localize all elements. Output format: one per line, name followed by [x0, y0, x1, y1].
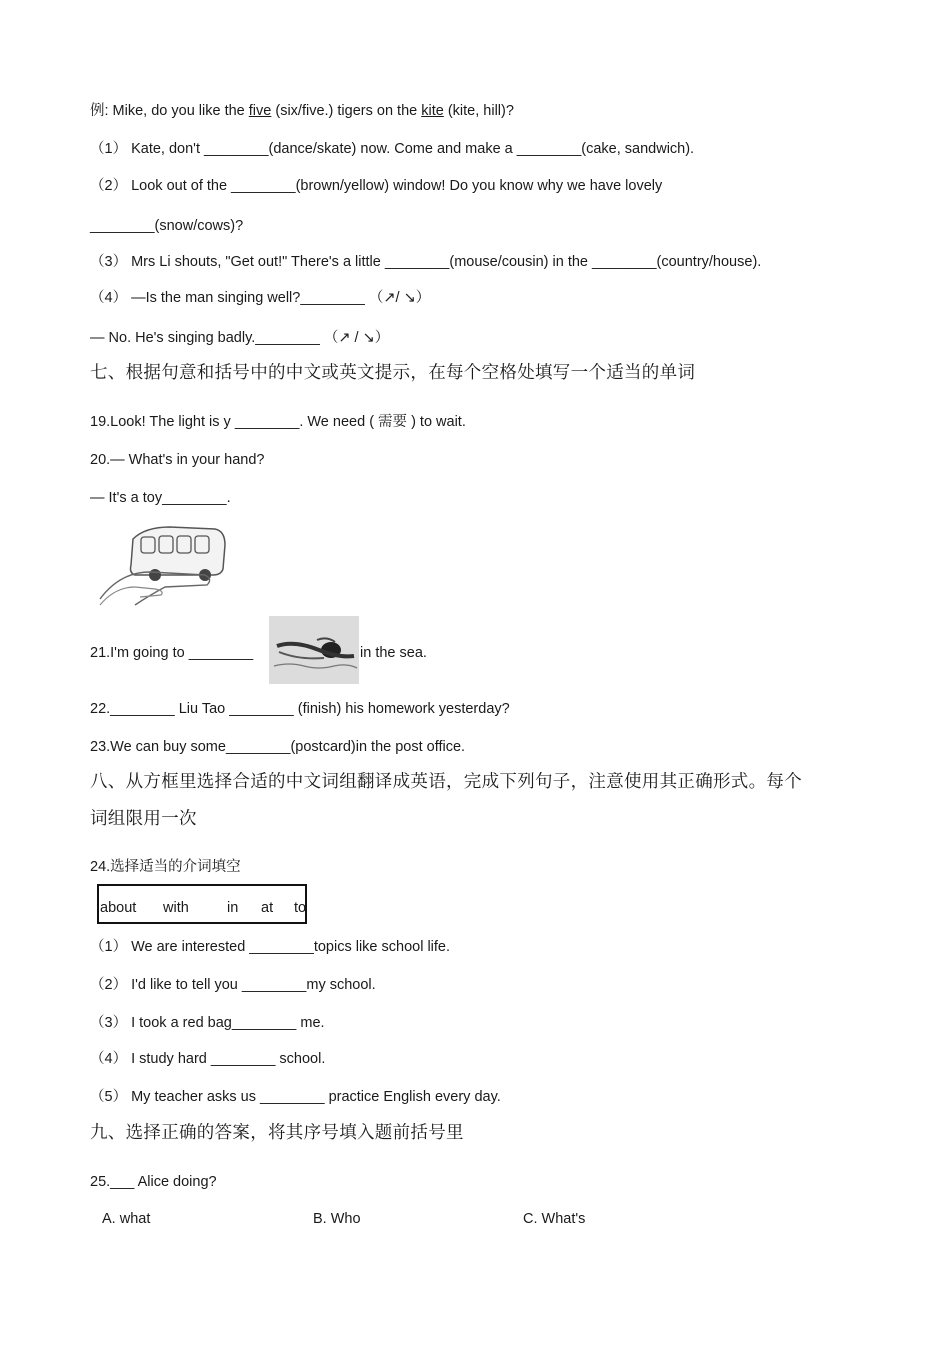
toy-bus-image: [95, 517, 230, 609]
word-box-item: to: [294, 900, 307, 916]
q6-item-4-answer: — No. He's singing badly.________ （↗ / ↘）: [90, 330, 390, 346]
q24-item-4: （4） I study hard ________ school.: [90, 1051, 326, 1067]
section-7-heading: 七、根据句意和括号中的中文或英文提示，在每个空格处填写一个适当的单词: [90, 363, 696, 383]
word-box-item: with: [163, 900, 189, 916]
example-line: [90, 102, 514, 120]
q24-item-5: （5） My teacher asks us ________ practice English every day.: [90, 1089, 501, 1105]
question-20: 20.— What's in your hand?: [90, 452, 265, 468]
word-box-item: about: [100, 900, 137, 916]
q6-item-2-cont: ________(snow/cows)?: [90, 218, 244, 234]
q6-item-1: （1） Kate, don't ________(dance/skate) now. Come and make a ________(cake, sandwich).: [90, 141, 695, 157]
question-25: 25.___ Alice doing?: [90, 1174, 217, 1190]
q25-option-c: C. What's: [523, 1211, 586, 1227]
question-24: 24.选择适当的介词填空: [90, 859, 241, 875]
word-box-item: in: [227, 900, 239, 916]
q25-option-b: B. Who: [313, 1211, 361, 1227]
question-23: 23.We can buy some________(postcard)in the post office.: [90, 739, 466, 755]
example-prefix: 例: Mike, do you like the: [90, 103, 249, 119]
example-suffix: (kite, hill)?: [443, 103, 514, 119]
example-answer-1: five: [248, 103, 272, 119]
q6-item-3: （3） Mrs Li shouts, "Get out!" There's a little ________(mouse/cousin) in the ________(country/house).: [90, 254, 762, 270]
example-answer-2: kite: [421, 103, 444, 119]
q6-item-4: （4） —Is the man singing well?________ （↗/ ↘）: [90, 290, 431, 306]
word-box-item: at: [261, 900, 274, 916]
question-22: 22.________ Liu Tao ________ (finish) his homework yesterday?: [90, 701, 510, 717]
word-box: [97, 884, 307, 924]
question-21-start: 21.I'm going to ________: [90, 645, 254, 661]
swimming-image: [269, 616, 359, 684]
example-middle: (six/five.) tigers on the: [271, 103, 422, 119]
q6-item-2: （2） Look out of the ________(brown/yellow) window! Do you know why we have lovely: [90, 178, 663, 194]
q24-item-2: （2） I'd like to tell you ________my school.: [90, 977, 376, 993]
question-19: 19.Look! The light is y ________. We need ( 需要 ) to wait.: [90, 414, 466, 430]
q24-item-3: （3） I took a red bag________ me.: [90, 1015, 325, 1031]
q25-option-a: A. what: [102, 1211, 151, 1227]
question-21-end: in the sea.: [360, 645, 427, 661]
q24-item-1: （1） We are interested ________topics like school life.: [90, 939, 451, 955]
section-9-heading: 九、选择正确的答案，将其序号填入题前括号里: [90, 1123, 464, 1143]
question-20-answer: — It's a toy________.: [90, 490, 231, 506]
section-8-heading-line-2: 词组限用一次: [90, 809, 197, 829]
section-8-heading-line-1: 八、从方框里选择合适的中文词组翻译成英语，完成下列句子，注意使用其正确形式。每个: [90, 772, 802, 792]
